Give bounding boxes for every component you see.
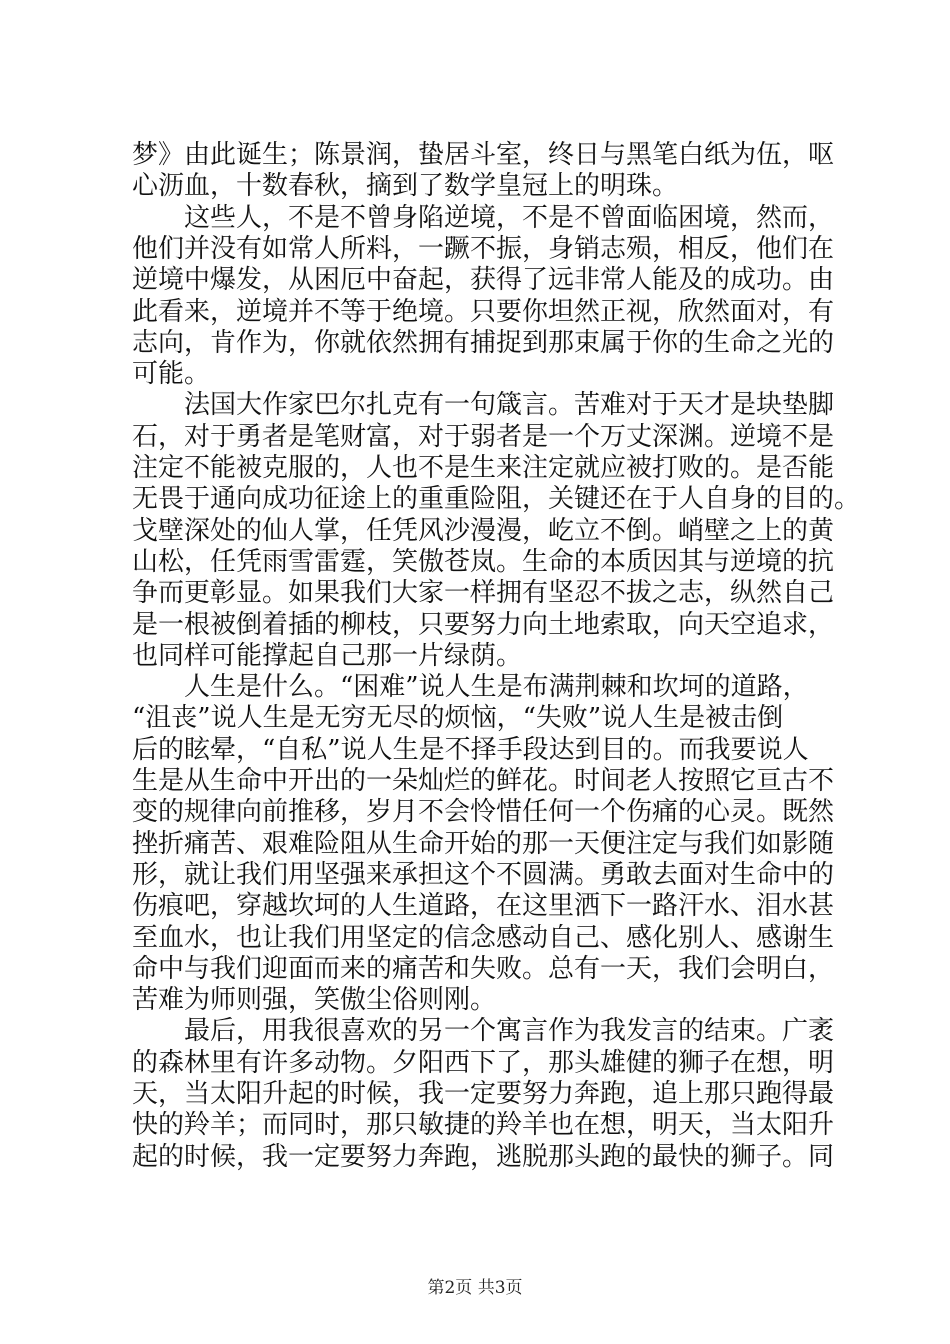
text-line: 也同样可能撑起自己那一片绿荫。 [132, 640, 523, 671]
text-line: 戈壁深处的仙人掌，任凭风沙漫漫，屹立不倒。峭壁之上的黄 [132, 515, 835, 546]
text-line: 天，当太阳升起的时候，我一定要努力奔跑，追上那只跑得最 [132, 1079, 835, 1109]
text-line: 可能。 [132, 359, 211, 390]
text-line: 至血水，也让我们用坚定的信念感动自己、感化别人、感谢生 [132, 922, 835, 953]
text-line: 人生是什么。“困难”说人生是布满荆棘和坎坷的道路， [132, 672, 809, 703]
text-line: 心沥血，十数春秋，摘到了数学皇冠上的明珠。 [132, 171, 679, 202]
text-line: 挫折痛苦、艰难险阻从生命开始的那一天便注定与我们如影随 [132, 828, 835, 859]
text-line: 这些人，不是不曾身陷逆境，不是不曾面临困境，然而， [132, 202, 835, 233]
text-line: 形，就让我们用坚强来承担这个不圆满。勇敢去面对生命中的 [132, 859, 835, 890]
text-line: 苦难为师则强，笑傲尘俗则刚。 [132, 985, 497, 1016]
text-line: 此看来，逆境并不等于绝境。只要你坦然正视，欣然面对，有 [132, 296, 835, 327]
text-line: 快的羚羊；而同时，那只敏捷的羚羊也在想，明天，当太阳升 [132, 1110, 835, 1141]
text-line: 志向，肯作为，你就依然拥有捕捉到那束属于你的生命之光的 [132, 327, 835, 358]
text-line: 梦》由此诞生；陈景润，蛰居斗室，终日与黑笔白纸为伍，呕 [132, 140, 835, 170]
text-line: 变的规律向前推移，岁月不会怜惜任何一个伤痛的心灵。既然 [132, 797, 835, 828]
page-footer: 第2页 共3页 [427, 1278, 523, 1298]
text-line: 注定不能被克服的，人也不是生来注定就应被打败的。是否能 [132, 453, 835, 483]
text-line: 起的时候，我一定要努力奔跑，逃脱那头跑的最快的狮子。同 [132, 1141, 835, 1172]
text-line: 最后，用我很喜欢的另一个寓言作为我发言的结束。广袤 [132, 1016, 835, 1047]
text-line: 法国大作家巴尔扎克有一句箴言。苦难对于天才是块垫脚 [132, 390, 835, 421]
text-line: 生是从生命中开出的一朵灿烂的鲜花。时间老人按照它亘古不 [132, 766, 835, 796]
text-line: 石，对于勇者是笔财富，对于弱者是一个万丈深渊。逆境不是 [132, 421, 835, 452]
text-line: 是一根被倒着插的柳枝，只要努力向土地索取，向天空追求， [132, 609, 835, 640]
text-line: 无畏于通向成功征途上的重重险阻，关键还在于人自身的目的。 [132, 484, 861, 515]
text-line: 他们并没有如常人所料，一蹶不振，身销志殒，相反，他们在 [132, 233, 835, 264]
text-line: 伤痕吧，穿越坎坷的人生道路，在这里洒下一路汗水、泪水甚 [132, 891, 835, 922]
text-line: “沮丧”说人生是无穷无尽的烦恼，“失败”说人生是被击倒 [132, 703, 784, 734]
text-line: 的森林里有许多动物。夕阳西下了，那头雄健的狮子在想，明 [132, 1047, 835, 1078]
text-line: 山松，任凭雨雪雷霆，笑傲苍岚。生命的本质因其与逆境的抗 [132, 546, 835, 577]
text-line: 逆境中爆发，从困厄中奋起，获得了远非常人能及的成功。由 [132, 265, 835, 296]
text-line: 后的眩晕，“自私”说人生是不择手段达到目的。而我要说人 [132, 734, 809, 765]
text-line: 争而更彰显。如果我们大家一样拥有坚忍不拔之志，纵然自己 [132, 578, 835, 609]
text-line: 命中与我们迎面而来的痛苦和失败。总有一天，我们会明白， [132, 953, 835, 984]
